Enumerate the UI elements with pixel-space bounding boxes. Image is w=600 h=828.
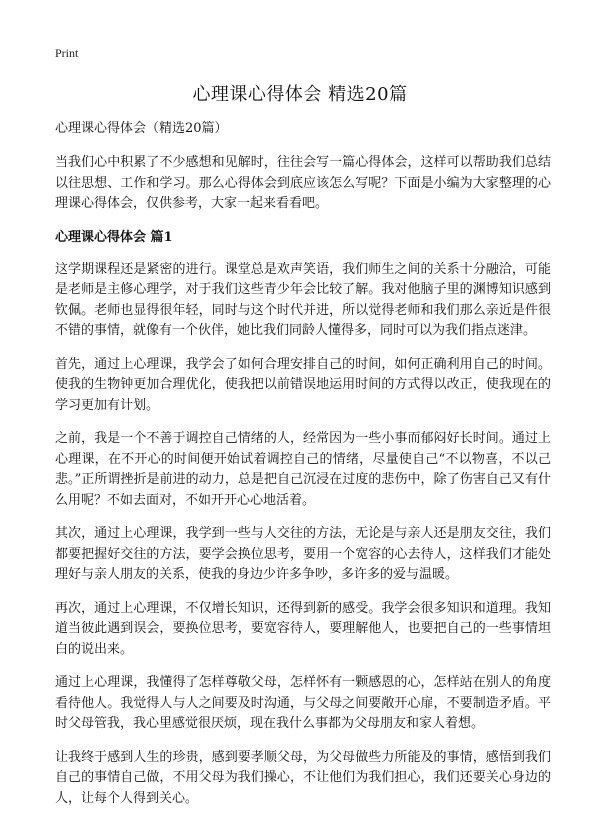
section-heading: 心理课心得体会 篇1 — [55, 229, 173, 245]
body-paragraph: 这学期课程还是紧密的进行。课堂总是欢声笑语，我们师生之间的关系十分融洽，可能是老师是主修心理学，对于我们这些青少年会比较了解。我对他脑子里的渊博知识感到钦佩。老师也显得很年轻，同时与这个时代并进，所以觉得老师和我们那么亲近是件很不错的事情，就像有一个伙伴，她比我们同龄人懂得多，同时可以为我们指点迷津。 — [55, 261, 551, 338]
body-paragraph: 让我终于感到人生的珍贵，感到要孝顺父母，为父母做些力所能及的事情，感悟到我们自己的事情自己做，不用父母为我们操心，不让他们为我们担心，我们还要关心身边的人，让每个人得到关心。 — [55, 749, 551, 806]
body-paragraph: 首先，通过上心理课，我学会了如何合理安排自己的时间，如何正确利用自己的时间。使我的生物钟更加合理优化，使我把以前错误地运用时间的方式得以改正，使我现在的学习更加有计划。 — [55, 356, 551, 413]
article-subtitle: 心理课心得体会（精选20篇） — [55, 121, 228, 136]
article-body — [55, 119, 551, 822]
intro-paragraph: 当我们心中积累了不少感想和见解时，往往会写一篇心得体会，这样可以帮助我们总结以往思想、工作和学习。那么心得体会到底应该怎么写呢？下面是小编为大家整理的心理课心得体会，仅供参考，大家一起来看看吧。 — [55, 155, 551, 211]
body-paragraph: 通过上心理课，我懂得了怎样尊敬父母，怎样怀有一颗感恩的心，怎样站在别人的角度看待他人。我觉得人与人之间要及时沟通，与父母之间要敞开心扉，不要制造矛盾。平时父母管我，我心里感觉很厌烦，现在我什么事都为父母朋友和家人着想。 — [55, 675, 551, 731]
page-title: 心理课心得体会 精选20篇 — [192, 84, 408, 105]
body-paragraph: 其次，通过上心理课，我学到一些与人交往的方法，无论是与亲人还是朋友交往，我们都要把握好交往的方法，要学会换位思考，要用一个宽容的心去待人，这样我们才能处理好与亲人朋友的关系，使我的身边少许多争吵，多许多的爱与温暖。 — [55, 526, 551, 582]
body-paragraph: 再次，通过上心理课，不仅增长知识，还得到新的感受。我学会很多知识和道理。我知道当彼此遇到误会，要换位思考，要宽容待人，要理解他人，也要把自己的一些事情坦白的说出来。 — [55, 600, 551, 657]
print-link[interactable]: Print — [55, 46, 79, 60]
body-paragraph: 之前，我是一个不善于调控自己情绪的人，经常因为一些小事而郁闷好长时间。通过上心理课，在不开心的时间便开始试着调控自己的情绪，尽量使自己“不以物喜，不以己悲。”正所谓挫折是前进的动力，总是把自己沉浸在过度的悲伤中，除了伤害自己又有什么用呢？不如去面对，不如开开心心地活着。 — [55, 431, 551, 508]
